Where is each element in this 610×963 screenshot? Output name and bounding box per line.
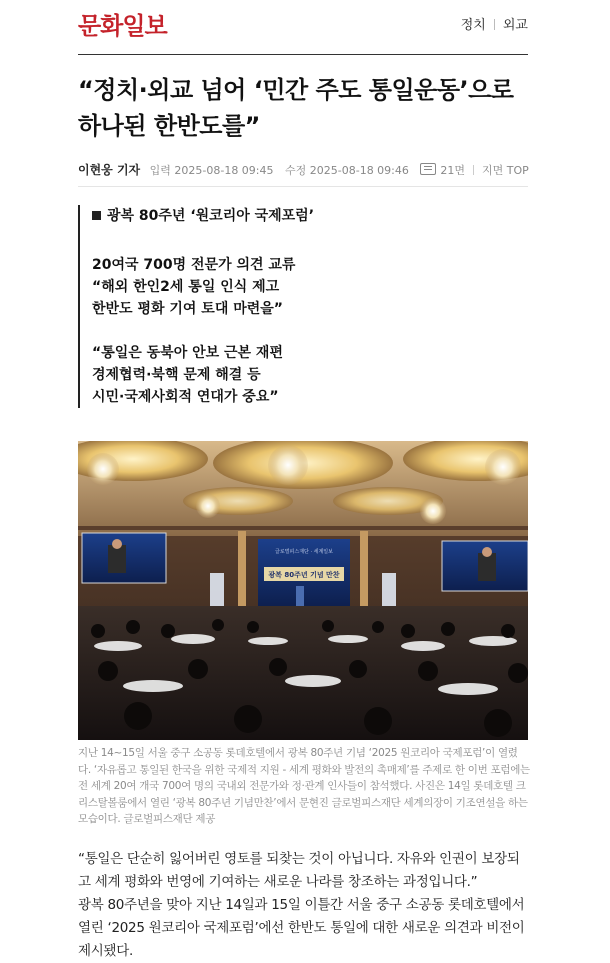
print-page-number: 21면 <box>440 164 466 177</box>
summary-line: 한반도 평화 기여 토대 마련을” <box>92 301 283 317</box>
banner-main-text: 광복 80주년 기념 만찬 <box>268 571 340 579</box>
meta-divider <box>473 165 474 175</box>
square-bullet-icon <box>92 211 101 220</box>
summary-line: 시민·국제사회적 연대가 중요” <box>92 389 279 405</box>
summary-line: 경제협력·북핵 문제 해결 등 <box>92 367 261 383</box>
meta-rule <box>78 186 528 187</box>
summary-line: 20여국 700명 전문가 의견 교류 <box>92 257 296 273</box>
site-logo[interactable]: 문화일보 <box>78 11 167 40</box>
nav-divider <box>494 19 495 30</box>
article-meta <box>78 161 528 178</box>
header-rule <box>78 54 528 55</box>
banner-top-text: 글로벌피스재단 · 세계일보 <box>275 549 333 555</box>
photo-caption: 지난 14~15일 서울 중구 소공동 롯데호텔에서 광복 80주년 기념 ‘2025 원코리아 국제포럼’이 열렸다. ‘자유롭고 통일된 한국을 위한 국제적 지원 - 세계 평화와 발전의 촉매제’를 주제로 한 이번 포럼에는 전 세계 20여 개국 700여 명의 국내외 전문가와 정·관계 인사들이 참석했다. 사진은 14일 롯데호텔 크리스탈볼룸에서 열린 ‘광복 80주년 기념만찬’에서 문현진 글로벌피스재단 세계의장이 기조연설을 하는 모습이다. 글로벌피스재단 제공 <box>78 747 530 825</box>
modified-time: 수정 2025-08-18 09:46 <box>285 164 409 177</box>
summary-line: “해외 한인2세 통일 인식 제고 <box>92 279 280 295</box>
nav-politics[interactable]: 정치 <box>460 18 486 33</box>
article-summary <box>78 205 532 408</box>
site-header <box>78 0 528 54</box>
body-paragraph: 광복 80주년을 맞아 지난 14일과 15일 이틀간 서울 중구 소공동 롯데호텔에서 열린 ‘2025 원코리아 국제포럼’에선 한반도 통일에 대한 새로운 의견과 비전이 제시됐다. <box>78 897 525 959</box>
newspaper-page-icon <box>420 163 436 175</box>
article-photo[interactable] <box>78 441 528 740</box>
summary-line: “통일은 동북아 안보 근본 재편 <box>92 345 283 361</box>
nav-diplomacy[interactable]: 외교 <box>502 18 528 33</box>
print-section: 지면 TOP <box>482 164 529 177</box>
summary-headline: 광복 80주년 ‘원코리아 국제포럼’ <box>92 205 532 227</box>
reporter-name[interactable]: 이현웅 기자 <box>78 163 141 177</box>
article-title: “정치·외교 넘어 ‘민간 주도 통일운동’으로 하나된 한반도를” <box>78 76 514 140</box>
summary-block <box>92 342 532 408</box>
summary-block <box>92 254 532 320</box>
article-body <box>78 848 530 963</box>
section-breadcrumb <box>461 14 528 33</box>
published-time: 입력 2025-08-18 09:45 <box>149 164 274 177</box>
body-paragraph: “통일은 단순히 잃어버린 영토를 되찾는 것이 아닙니다. 자유와 인권이 보장되고 세계 평화와 번영에 기여하는 새로운 나라를 창조하는 과정입니다.” <box>78 851 520 890</box>
